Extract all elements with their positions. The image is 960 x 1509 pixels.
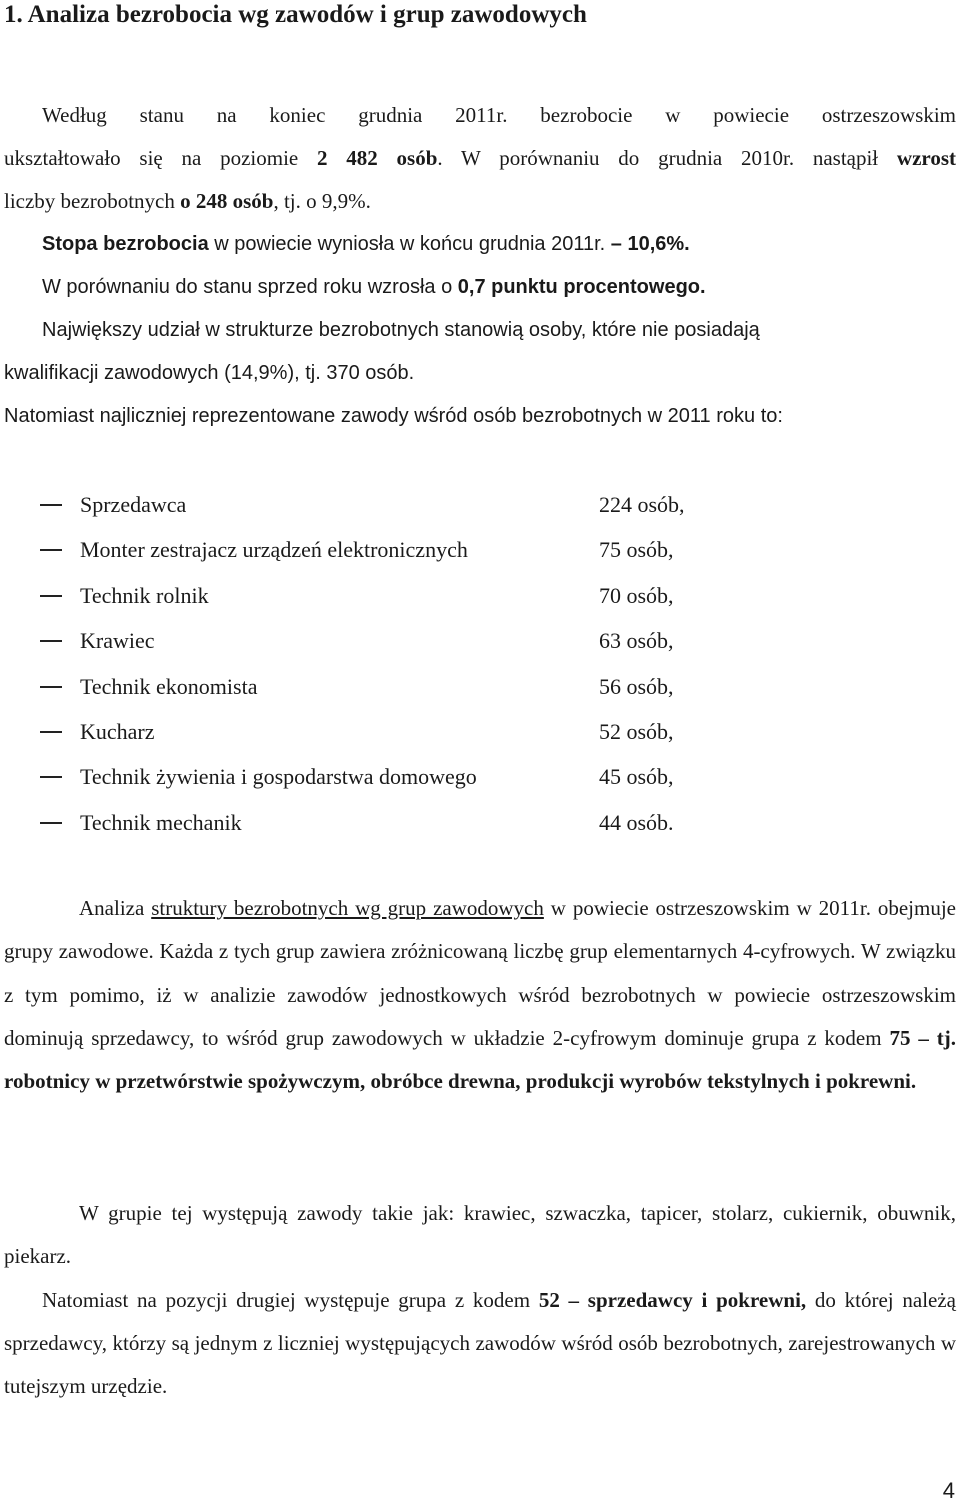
occupation-name: Technik rolnik (80, 582, 209, 608)
second-group-52: 52 – sprzedawcy i pokrewni, (538, 1288, 807, 1312)
intro-line-8: Natomiast najliczniej reprezentowane zawody wśród osób bezrobotnych w 2011 roku to: (4, 405, 783, 427)
occupation-list-item (0, 709, 960, 754)
occupation-count: 45 osób, (599, 764, 674, 790)
dash-bullet-icon (40, 686, 62, 688)
occupation-count: 63 osób, (599, 628, 674, 654)
intro-line-4 (4, 223, 956, 266)
second-group-text: do której należą sprzedawcy, którzy są jednym z liczniej występujących zawodów wśród osób bezrobotnych, zarejestrowanych w tutejszym urzędzie. (4, 1288, 956, 1398)
analysis-text: Analiza (79, 896, 152, 920)
analysis-underlined-text: struktury bezrobotnych wg grup zawodowych (151, 896, 544, 920)
intro-text: liczby bezrobotnych (4, 189, 181, 213)
section-heading: 1. Analiza bezrobocia wg zawodów i grup zawodowych (4, 1, 587, 28)
occupation-count: 52 osób, (599, 718, 674, 744)
intro-line-2 (4, 137, 956, 180)
dash-bullet-icon (40, 549, 62, 551)
intro-text: , tj. o 9,9%. (273, 189, 371, 213)
analysis-text: w powiecie ostrzeszowskim w 2011r. obejmuje grupy zawodowe. Każda z tych grup zawiera zróżnicowaną liczbę grup elementarnych 4-cyfrowych. W związku z tym pomimo, iż w analizie zawodów jednostkowych wśród bezrobotnych w powiecie ostrzeszowskim dominują sprzedawcy, to wśród grup zawodowych w układzie 2-cyfrowym dominuje grupa z kodem (4, 896, 956, 1050)
occupation-name: Sprzedawca (80, 492, 187, 517)
intro-paragraph (4, 94, 956, 438)
analysis-group-75: 75 – tj. robotnicy w przetwórstwie spożywczym, obróbce drewna, produkcji wyrobów tekstylnych i pokrewni. (4, 1025, 956, 1094)
occupation-count: 224 osób, (599, 492, 685, 517)
analysis-paragraph (4, 887, 956, 1103)
intro-line-7: kwalifikacji zawodowych (14,9%), tj. 370 osób. (4, 362, 415, 384)
occupation-list-item (0, 800, 960, 845)
occupation-count: 56 osób, (599, 673, 674, 699)
intro-line-6: Największy udział w strukturze bezrobotnych stanowią osoby, które nie posiadają (42, 319, 760, 341)
occupation-list-item (0, 618, 960, 663)
intro-rate-change: 0,7 punktu procentowego. (457, 276, 706, 298)
occupation-count: 75 osób, (599, 537, 674, 563)
occupation-list-item (0, 527, 960, 572)
occupation-name: Monter zestrajacz urządzeń elektronicznych (80, 537, 468, 563)
occupation-count: 44 osób. (599, 809, 674, 835)
dash-bullet-icon (40, 731, 62, 733)
dash-bullet-icon (40, 595, 62, 597)
intro-text: . W porównaniu do grudnia 2010r. nastąpił (437, 146, 897, 170)
intro-line-5 (4, 266, 956, 309)
intro-text: w powiecie wyniosła w końcu grudnia 2011r. (208, 233, 611, 255)
intro-text: W porównaniu do stanu sprzed roku wzrosła o (42, 276, 458, 298)
occupation-count: 70 osób, (599, 582, 674, 608)
dash-bullet-icon (40, 504, 62, 506)
second-group-paragraph (4, 1279, 956, 1408)
occupation-list (0, 482, 960, 845)
intro-line-1: Według stanu na koniec grudnia 2011r. bezrobocie w powiecie ostrzeszowskim (42, 103, 956, 127)
group-examples-paragraph (4, 1192, 956, 1278)
intro-increase-count: o 248 osób (180, 189, 274, 213)
intro-rate-value: – 10,6%. (610, 233, 690, 255)
page-number: 4 (942, 1478, 955, 1503)
occupation-list-item (0, 664, 960, 709)
occupation-name: Technik ekonomista (80, 673, 258, 699)
occupation-name: Technik żywienia i gospodarstwa domowego (80, 764, 477, 790)
dash-bullet-icon (40, 776, 62, 778)
group-examples-text: W grupie tej występują zawody takie jak: krawiec, szwaczka, tapicer, stolarz, cukiernik, obuwnik, piekarz. (4, 1201, 956, 1268)
intro-line-3 (4, 180, 956, 223)
dash-bullet-icon (40, 640, 62, 642)
occupation-name: Technik mechanik (80, 809, 242, 835)
occupation-list-item (0, 754, 960, 799)
dash-bullet-icon (40, 822, 62, 824)
occupation-list-item (0, 573, 960, 618)
intro-increase-word: wzrost (896, 146, 957, 170)
occupation-name: Kucharz (80, 718, 155, 744)
intro-total-unemployed: 2 482 osób (317, 146, 438, 170)
occupation-name: Krawiec (80, 628, 155, 654)
second-group-text: Natomiast na pozycji drugiej występuje grupa z kodem (42, 1288, 539, 1312)
intro-text: ukształtowało się na poziomie (4, 146, 317, 170)
intro-rate-label: Stopa bezrobocia (42, 233, 209, 255)
occupation-list-item (0, 482, 960, 527)
